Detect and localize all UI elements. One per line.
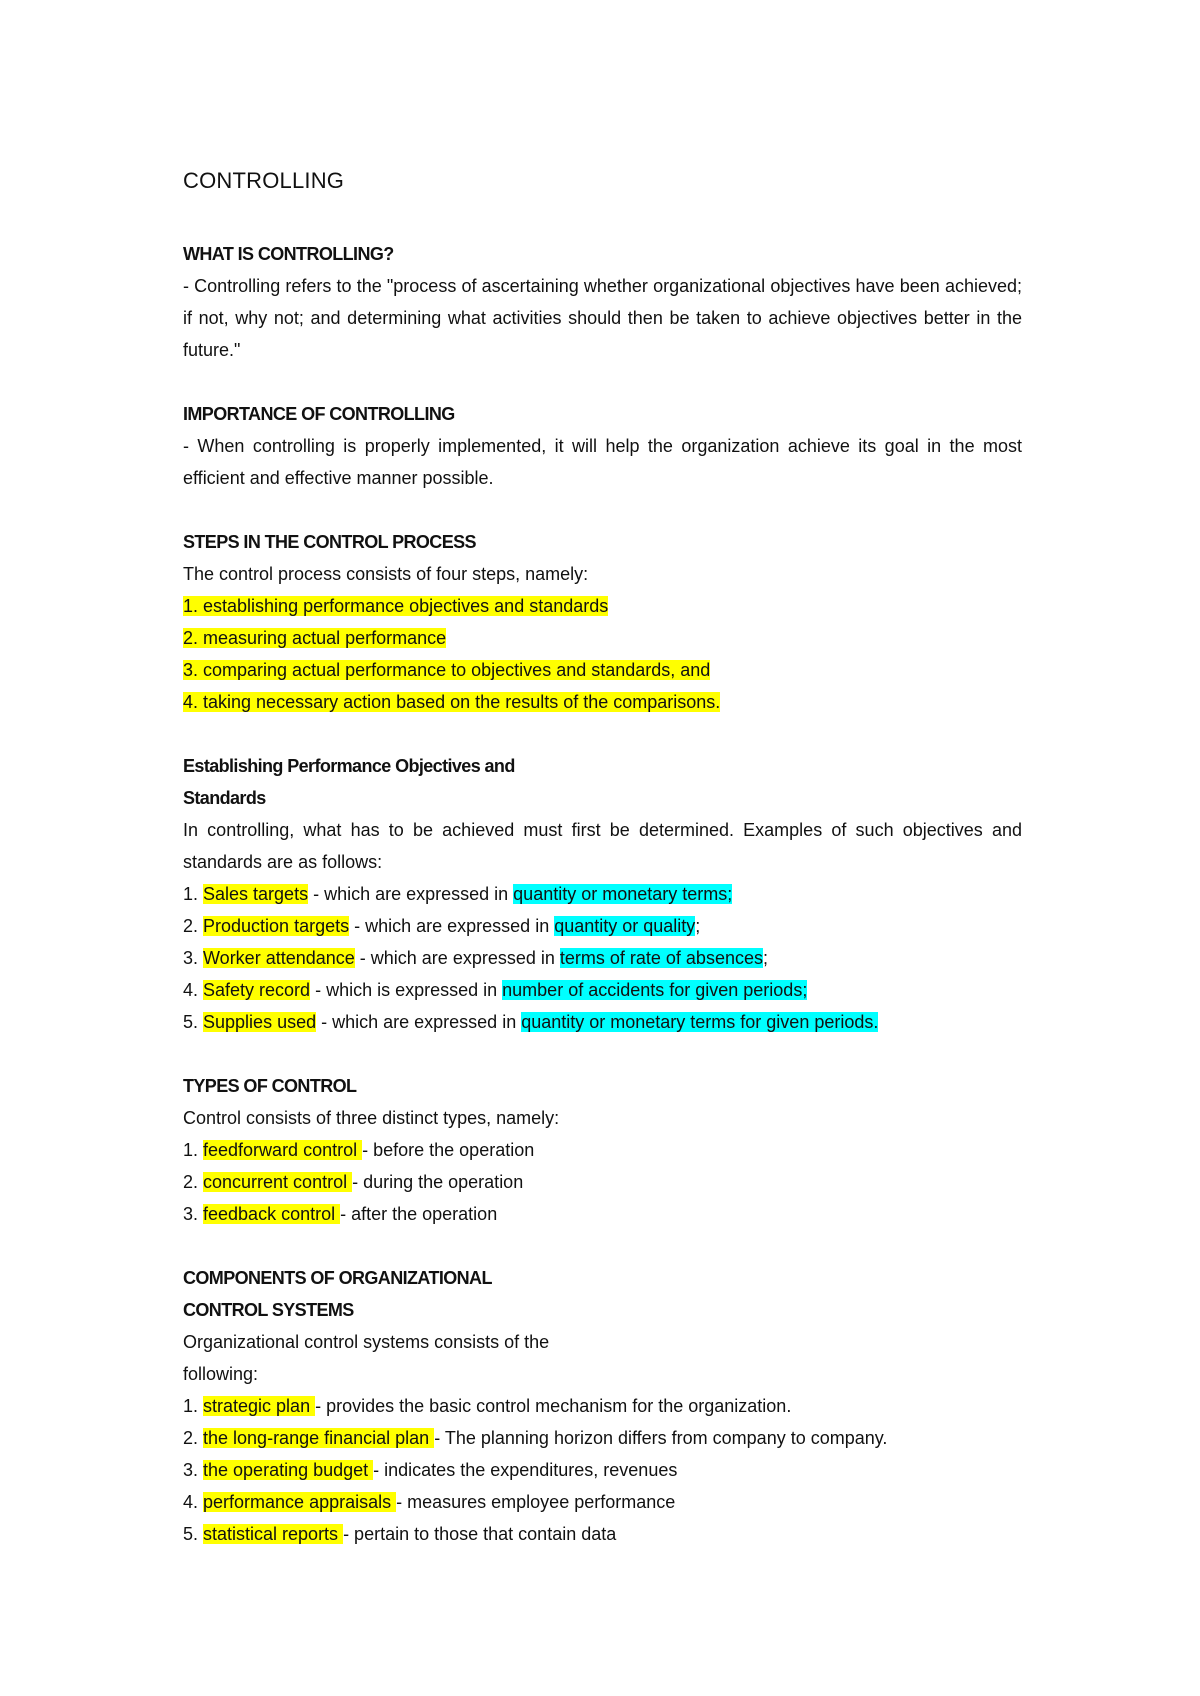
item-number: 3. — [183, 1204, 204, 1224]
item-connector: - which are expressed in — [354, 948, 560, 968]
heading-line: CONTROL SYSTEMS — [183, 1300, 354, 1320]
intro-line: following: — [183, 1364, 259, 1384]
list-item — [183, 590, 1022, 622]
list-item — [183, 942, 1022, 974]
item-term: Safety record — [203, 980, 311, 1000]
list-item — [183, 1390, 1022, 1422]
highlighted-text: 1. establishing performance objectives and standards — [183, 596, 609, 616]
list-item — [183, 1006, 1022, 1038]
list-item — [183, 1134, 1022, 1166]
list-item — [183, 1198, 1022, 1230]
objectives-list — [183, 878, 1022, 1038]
section-intro: Control consists of three distinct types, namely: — [183, 1108, 560, 1128]
list-item — [183, 1518, 1022, 1550]
item-term: Production targets — [203, 916, 350, 936]
item-number: 5. — [183, 1524, 204, 1544]
section-intro — [183, 1326, 1022, 1390]
section-body: - When controlling is properly implemented, it will help the organization achieve its goal in the most efficient and effective manner possible. — [183, 436, 1022, 488]
item-description: - The planning horizon differs from company to company. — [434, 1428, 888, 1448]
item-connector: - which are expressed in — [316, 1012, 522, 1032]
section-intro: In controlling, what has to be achieved must first be determined. Examples of such objectives and standards are as follows: — [183, 820, 1022, 872]
item-connector: - which is expressed in — [310, 980, 503, 1000]
section-heading — [183, 1262, 1022, 1326]
heading-line: Establishing Performance Objectives and — [183, 756, 515, 776]
item-term: the long-range financial plan — [203, 1428, 435, 1448]
highlighted-text: 4. taking necessary action based on the results of the comparisons. — [183, 692, 721, 712]
list-item — [183, 1422, 1022, 1454]
item-description: - pertain to those that contain data — [343, 1524, 617, 1544]
item-term: feedback control — [203, 1204, 341, 1224]
item-term: feedforward control — [203, 1140, 363, 1160]
list-item — [183, 1166, 1022, 1198]
section-importance — [183, 398, 1022, 494]
list-item — [183, 1454, 1022, 1486]
highlighted-text: 3. comparing actual performance to objectives and standards, and — [183, 660, 711, 680]
item-term: Worker attendance — [203, 948, 355, 968]
item-detail: quantity or monetary terms; — [513, 884, 733, 904]
section-heading: STEPS IN THE CONTROL PROCESS — [183, 532, 476, 552]
item-number: 2. — [183, 1172, 204, 1192]
item-description: - provides the basic control mechanism for the organization. — [315, 1396, 792, 1416]
item-number: 4. — [183, 1492, 204, 1512]
item-description: - during the operation — [352, 1172, 524, 1192]
section-heading: TYPES OF CONTROL — [183, 1076, 357, 1096]
item-detail: terms of rate of absences — [559, 948, 763, 968]
section-components — [183, 1262, 1022, 1550]
section-types — [183, 1070, 1022, 1230]
item-number: 3. — [183, 948, 204, 968]
item-term: performance appraisals — [203, 1492, 397, 1512]
highlighted-text: 2. measuring actual performance — [183, 628, 447, 648]
item-term: concurrent control — [203, 1172, 353, 1192]
item-connector: - which are expressed in — [308, 884, 514, 904]
section-body: - Controlling refers to the "process of ascertaining whether organizational objectives have been achieved; if not, why not; and determining what activities should then be taken to achieve objectives better in the future." — [183, 276, 1022, 360]
types-list — [183, 1134, 1022, 1230]
list-item — [183, 910, 1022, 942]
item-number: 2. — [183, 1428, 204, 1448]
item-term: strategic plan — [203, 1396, 316, 1416]
list-item — [183, 654, 1022, 686]
item-term: statistical reports — [203, 1524, 344, 1544]
heading-line: Standards — [183, 788, 266, 808]
item-term: Supplies used — [203, 1012, 317, 1032]
list-item — [183, 974, 1022, 1006]
item-number: 2. — [183, 916, 204, 936]
section-intro: The control process consists of four steps, namely: — [183, 564, 589, 584]
section-steps — [183, 526, 1022, 718]
item-number: 4. — [183, 980, 204, 1000]
components-list — [183, 1390, 1022, 1550]
item-number: 1. — [183, 1396, 204, 1416]
item-tail: ; — [695, 916, 701, 936]
list-item — [183, 878, 1022, 910]
item-term: Sales targets — [203, 884, 309, 904]
item-detail: quantity or quality — [554, 916, 696, 936]
steps-list — [183, 590, 1022, 718]
item-connector: - which are expressed in — [349, 916, 555, 936]
item-tail: ; — [762, 948, 768, 968]
list-item — [183, 686, 1022, 718]
item-description: - measures employee performance — [396, 1492, 676, 1512]
item-detail: quantity or monetary terms for given periods. — [521, 1012, 879, 1032]
item-number: 3. — [183, 1460, 204, 1480]
item-description: - before the operation — [362, 1140, 535, 1160]
section-heading: IMPORTANCE OF CONTROLLING — [183, 404, 455, 424]
item-number: 5. — [183, 1012, 204, 1032]
item-term: the operating budget — [203, 1460, 374, 1480]
item-number: 1. — [183, 1140, 204, 1160]
item-description: - after the operation — [340, 1204, 498, 1224]
item-number: 1. — [183, 884, 204, 904]
list-item — [183, 622, 1022, 654]
heading-line: COMPONENTS OF ORGANIZATIONAL — [183, 1268, 492, 1288]
section-what-is-controlling — [183, 238, 1022, 366]
document-title: CONTROLLING — [183, 168, 345, 193]
intro-line: Organizational control systems consists of the — [183, 1332, 550, 1352]
section-heading: WHAT IS CONTROLLING? — [183, 244, 394, 264]
item-description: - indicates the expenditures, revenues — [373, 1460, 678, 1480]
item-detail: number of accidents for given periods; — [502, 980, 808, 1000]
list-item — [183, 1486, 1022, 1518]
section-heading — [183, 750, 1022, 814]
section-establishing — [183, 750, 1022, 1038]
